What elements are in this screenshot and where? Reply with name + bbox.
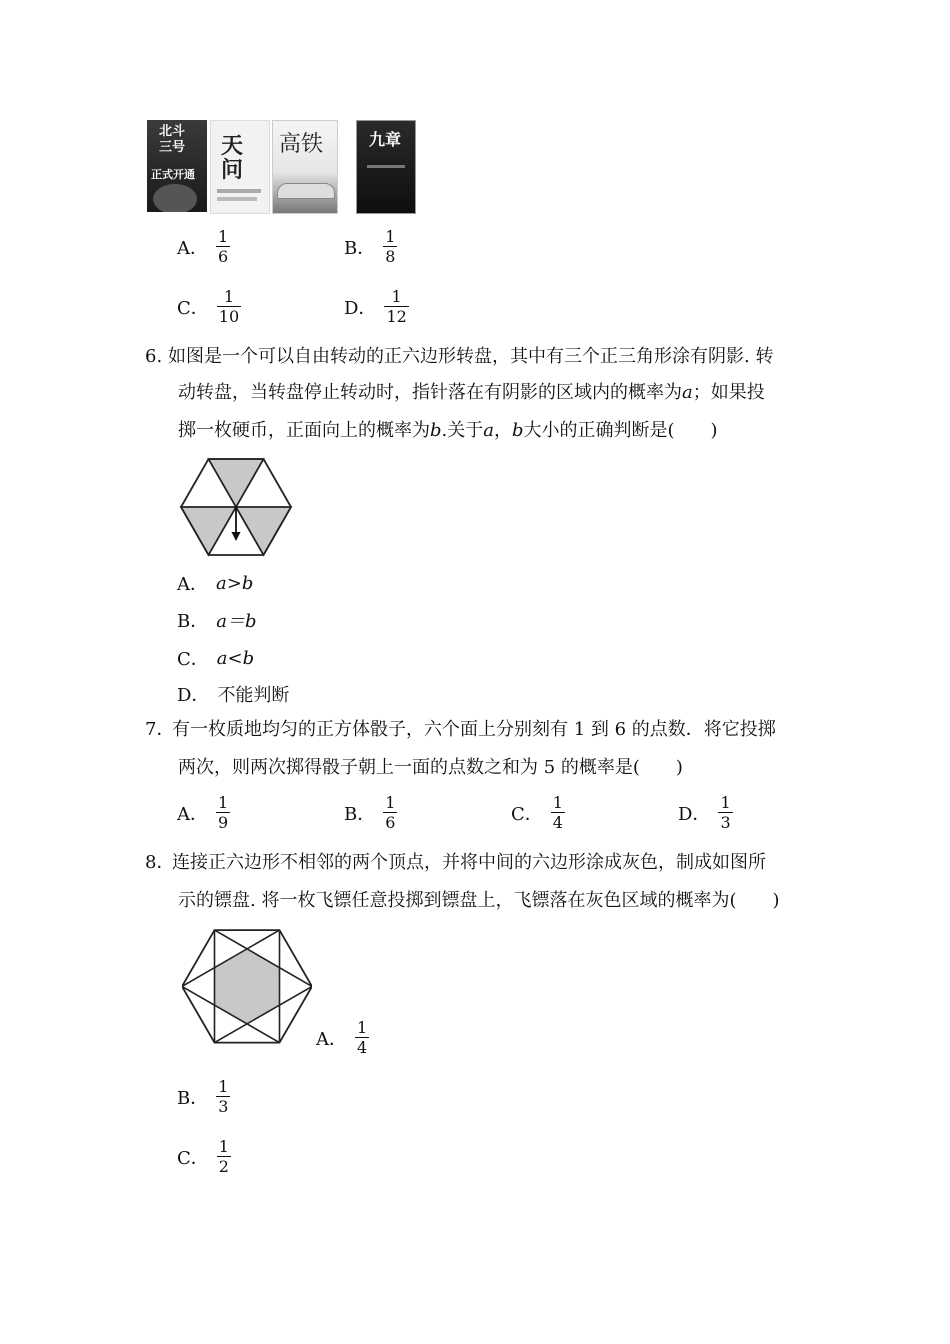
poster-gaotie-title: 高铁 [279, 132, 324, 157]
poster-tianwen-title: 天问 [221, 134, 244, 183]
q5-option-b-label: B． [344, 238, 376, 259]
q7-line-1: 有一枚质地均匀的正方体骰子，六个面上分别刻有 1 到 6 的点数．将它投掷 [172, 719, 776, 740]
q5-option-c[interactable] [177, 288, 241, 326]
q8-line-1: 连接正六边形不相邻的两个顶点，并将中间的六边形涂成灰色，制成如图所 [172, 852, 766, 873]
spinner-shaded-top [209, 459, 264, 507]
q6-spinner-diagram [178, 456, 294, 558]
q5-option-b[interactable] [344, 228, 397, 266]
q8-number: 8． [145, 852, 175, 873]
q5-option-a-label: A． [177, 238, 208, 259]
q8-option-b-fraction: $\frac{1}{3}$ [218, 1077, 229, 1116]
spinner-shaded-lower-left [181, 507, 236, 555]
q7-option-c-fraction: $\frac{1}{4}$ [552, 793, 563, 832]
poster-beidou [147, 120, 207, 212]
q8-option-b[interactable]: B． $\frac{1}{3}$ [177, 1077, 229, 1116]
pointer-arrow-icon [232, 532, 241, 541]
poster-jiuzhang [356, 120, 416, 214]
poster-gaotie [272, 120, 338, 214]
q7-option-b-fraction: $\frac{1}{6}$ [385, 793, 396, 832]
q8-dartboard-diagram [182, 927, 312, 1045]
q7-number: 7． [145, 719, 175, 740]
q8-option-a-fraction: $\frac{1}{4}$ [357, 1018, 368, 1057]
q6-option-c[interactable]: C． a<b [177, 647, 255, 670]
q6-line-3: 掷一枚硬币，正面向上的概率为b.关于a，b大小的正确判断是( ) [178, 420, 718, 441]
poster-jiuzhang-title: 九章 [369, 130, 402, 149]
q6-option-a[interactable]: A． a>b [177, 572, 254, 595]
earth-graphic [153, 184, 197, 212]
train-graphic [277, 183, 335, 199]
poster-beidou-caption: 正式开通 [151, 168, 195, 181]
spinner-shaded-lower-right [236, 507, 291, 555]
q5-option-a-fraction: $\frac{1}{6}$ [218, 227, 229, 266]
q7-line-2: 两次，则两次掷得骰子朝上一面的点数之和为 5 的概率是( ) [178, 757, 683, 778]
q7-option-a-fraction: $\frac{1}{9}$ [218, 793, 229, 832]
q8-line-2: 示的镖盘. 将一枚飞镖任意投掷到镖盘上，飞镖落在灰色区域的概率为( ) [178, 890, 780, 911]
q7-option-b[interactable]: B． $\frac{1}{6}$ [344, 793, 396, 832]
q8-option-a[interactable]: A． $\frac{1}{4}$ [316, 1018, 368, 1057]
q7-option-c[interactable]: C． $\frac{1}{4}$ [511, 793, 563, 832]
q5-option-c-label: C． [177, 298, 209, 319]
q5-option-c-fraction: $\frac{1}{10}$ [218, 287, 240, 326]
q7-option-d[interactable]: D． $\frac{1}{3}$ [678, 793, 731, 832]
q8-option-c-fraction: $\frac{1}{2}$ [218, 1137, 229, 1176]
poster-tianwen [210, 120, 270, 214]
q6-line-1: 如图是一个可以自由转动的正六边形转盘，其中有三个正三角形涂有阴影. 转 [168, 346, 774, 367]
q5-option-d[interactable] [344, 288, 409, 326]
q6-number: 6. [145, 346, 163, 367]
q5-option-a[interactable] [177, 228, 230, 266]
poster-beidou-title: 北斗三号 [159, 124, 186, 155]
q7-option-a[interactable]: A． $\frac{1}{9}$ [177, 793, 229, 832]
q6-option-b[interactable]: B． a＝b [177, 611, 257, 632]
q6-line-2: 动转盘，当转盘停止转动时，指针落在有阴影的区域内的概率为a；如果投 [178, 382, 765, 403]
q5-option-d-fraction: $\frac{1}{12}$ [386, 287, 407, 326]
q5-option-d-label: D． [344, 298, 377, 319]
q6-option-d[interactable]: D． 不能判断 [177, 685, 290, 706]
q5-option-b-fraction: $\frac{1}{8}$ [385, 227, 396, 266]
q7-option-d-fraction: $\frac{1}{3}$ [720, 793, 731, 832]
q8-option-c[interactable]: C． $\frac{1}{2}$ [177, 1137, 229, 1176]
dartboard-gray-hexagon [215, 949, 280, 1024]
